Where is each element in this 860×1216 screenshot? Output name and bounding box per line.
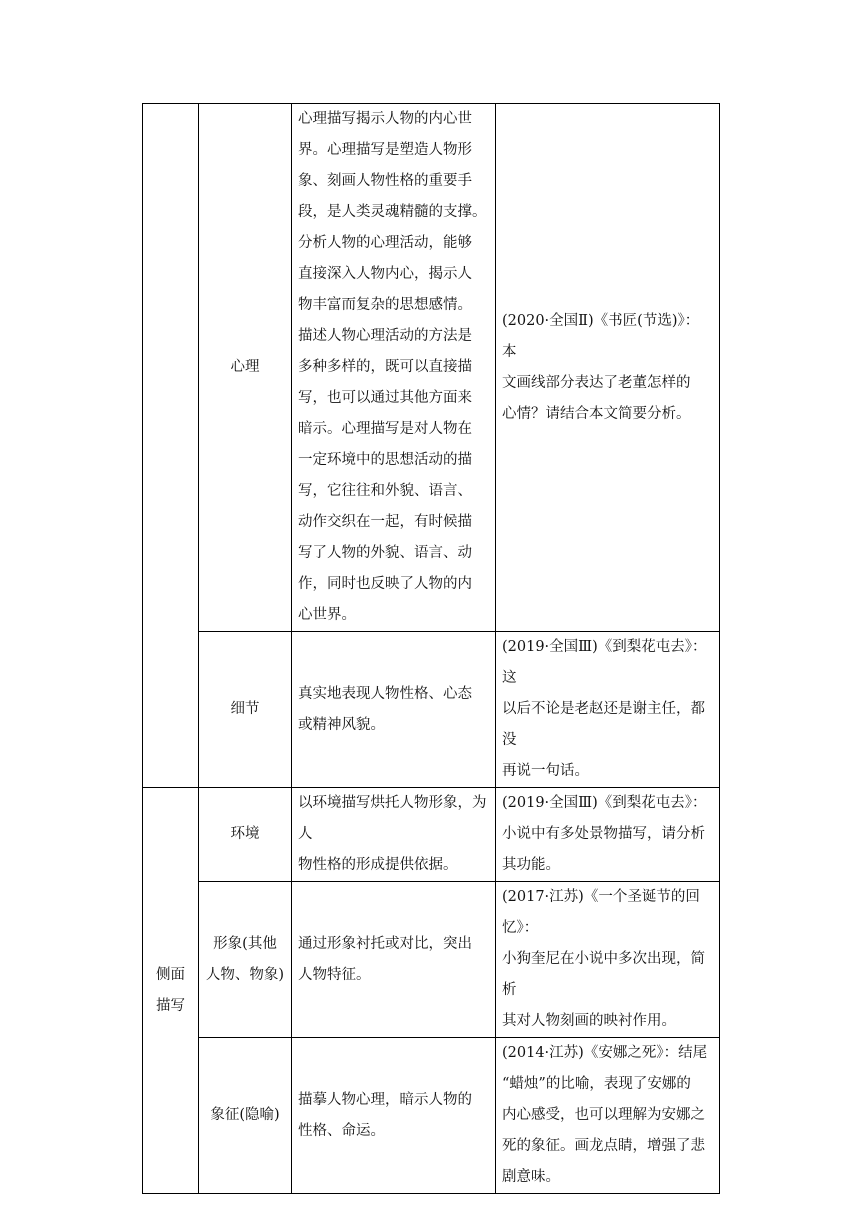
description-cell — [292, 882, 496, 1038]
category-label: 描写 — [156, 997, 185, 1014]
description-line: 段，是人类灵魂精髓的支撑。 — [298, 204, 487, 220]
example-line: 以后不论是老赵还是谢主任，都没 — [502, 701, 705, 748]
example-line: 心情？请结合本文简要分析。 — [502, 405, 691, 422]
example-line: 内心感受，也可以理解为安娜之 — [502, 1107, 705, 1123]
example-line: “蜡烛”的比喻，表现了安娜的 — [502, 1076, 691, 1092]
description-line: 象、刻画人物性格的重要手 — [298, 173, 472, 189]
example-line: (2014·江苏)《安娜之死》：结尾 — [502, 1045, 708, 1061]
category-cell-indirect — [143, 788, 199, 1194]
description-line: 分析人物的心理活动，能够 — [298, 235, 472, 251]
type-label: 心理 — [230, 359, 260, 375]
description-line: 写，也可以通过其他方面来 — [298, 390, 472, 406]
description-line: 通过形象衬托或对比，突出 — [298, 935, 472, 952]
type-label: 形象(其他 — [213, 935, 277, 952]
example-cell — [496, 788, 720, 882]
example-line: 其对人物刻画的映衬作用。 — [502, 1013, 676, 1029]
type-cell — [199, 1038, 292, 1194]
type-label: 人物、物象) — [205, 966, 285, 983]
description-line: 描摹人物心理，暗示人物的 — [298, 1091, 472, 1108]
description-line: 暗示。心理描写是对人物在 — [298, 421, 472, 437]
description-line: 真实地表现人物性格、心态 — [298, 685, 472, 702]
type-label: 象征(隐喻) — [210, 1107, 280, 1123]
description-methods-table — [142, 103, 720, 1194]
example-cell — [496, 104, 720, 632]
description-line: 或精神风貌。 — [298, 716, 385, 733]
type-label: 环境 — [230, 826, 260, 842]
description-cell — [292, 1038, 496, 1194]
description-line: 以环境描写烘托人物形象，为人 — [298, 795, 487, 842]
type-cell — [199, 788, 292, 882]
description-line: 写，它往往和外貌、语言、 — [298, 483, 472, 499]
type-cell — [199, 104, 292, 632]
description-cell — [292, 104, 496, 632]
type-cell — [199, 632, 292, 788]
example-cell — [496, 632, 720, 788]
example-line: 剧意味。 — [502, 1169, 560, 1185]
table-row-detail — [143, 632, 720, 788]
example-line: (2020·全国Ⅱ)《书匠(节选)》：本 — [502, 312, 700, 360]
type-label: 细节 — [230, 701, 260, 717]
description-line: 心理描写揭示人物的内心世 — [298, 111, 472, 127]
example-line: 再说一句话。 — [502, 763, 589, 779]
description-cell — [292, 632, 496, 788]
example-line: 文画线部分表达了老董怎样的 — [502, 374, 691, 391]
description-line: 性格、命运。 — [298, 1122, 385, 1139]
example-cell — [496, 1038, 720, 1194]
table-row-image — [143, 882, 720, 1038]
description-line: 心世界。 — [298, 607, 356, 623]
example-line: 其功能。 — [502, 857, 560, 873]
example-line: (2017·江苏)《一个圣诞节的回忆》： — [502, 889, 700, 936]
example-cell — [496, 882, 720, 1038]
description-line: 人物特征。 — [298, 966, 371, 983]
description-cell — [292, 788, 496, 882]
example-line: (2019·全国Ⅲ)《到梨花屯去》： — [502, 795, 707, 811]
category-label: 侧面 — [156, 966, 185, 983]
description-line: 直接深入人物内心，揭示人 — [298, 266, 472, 282]
description-line: 作，同时也反映了人物的内 — [298, 576, 472, 592]
description-line: 物性格的形成提供依据。 — [298, 857, 458, 873]
description-line: 物丰富而复杂的思想感情。 — [298, 297, 472, 313]
description-line: 写了人物的外貌、语言、动 — [298, 545, 472, 561]
example-line: (2019·全国Ⅲ)《到梨花屯去》：这 — [502, 639, 707, 686]
category-cell-direct — [143, 104, 199, 788]
table-row-psychology — [143, 104, 720, 632]
example-line: 小说中有多处景物描写，请分析 — [502, 826, 705, 842]
table-row-environment — [143, 788, 720, 882]
example-line: 小狗奎尼在小说中多次出现，简析 — [502, 951, 705, 998]
description-line: 动作交织在一起，有时候描 — [298, 514, 472, 530]
type-cell — [199, 882, 292, 1038]
description-line: 一定环境中的思想活动的描 — [298, 452, 472, 468]
example-line: 死的象征。画龙点睛，增强了悲 — [502, 1138, 705, 1154]
description-line: 多种多样的，既可以直接描 — [298, 359, 472, 375]
description-line: 界。心理描写是塑造人物形 — [298, 142, 472, 158]
description-line: 描述人物心理活动的方法是 — [298, 328, 472, 344]
table-row-symbol — [143, 1038, 720, 1194]
